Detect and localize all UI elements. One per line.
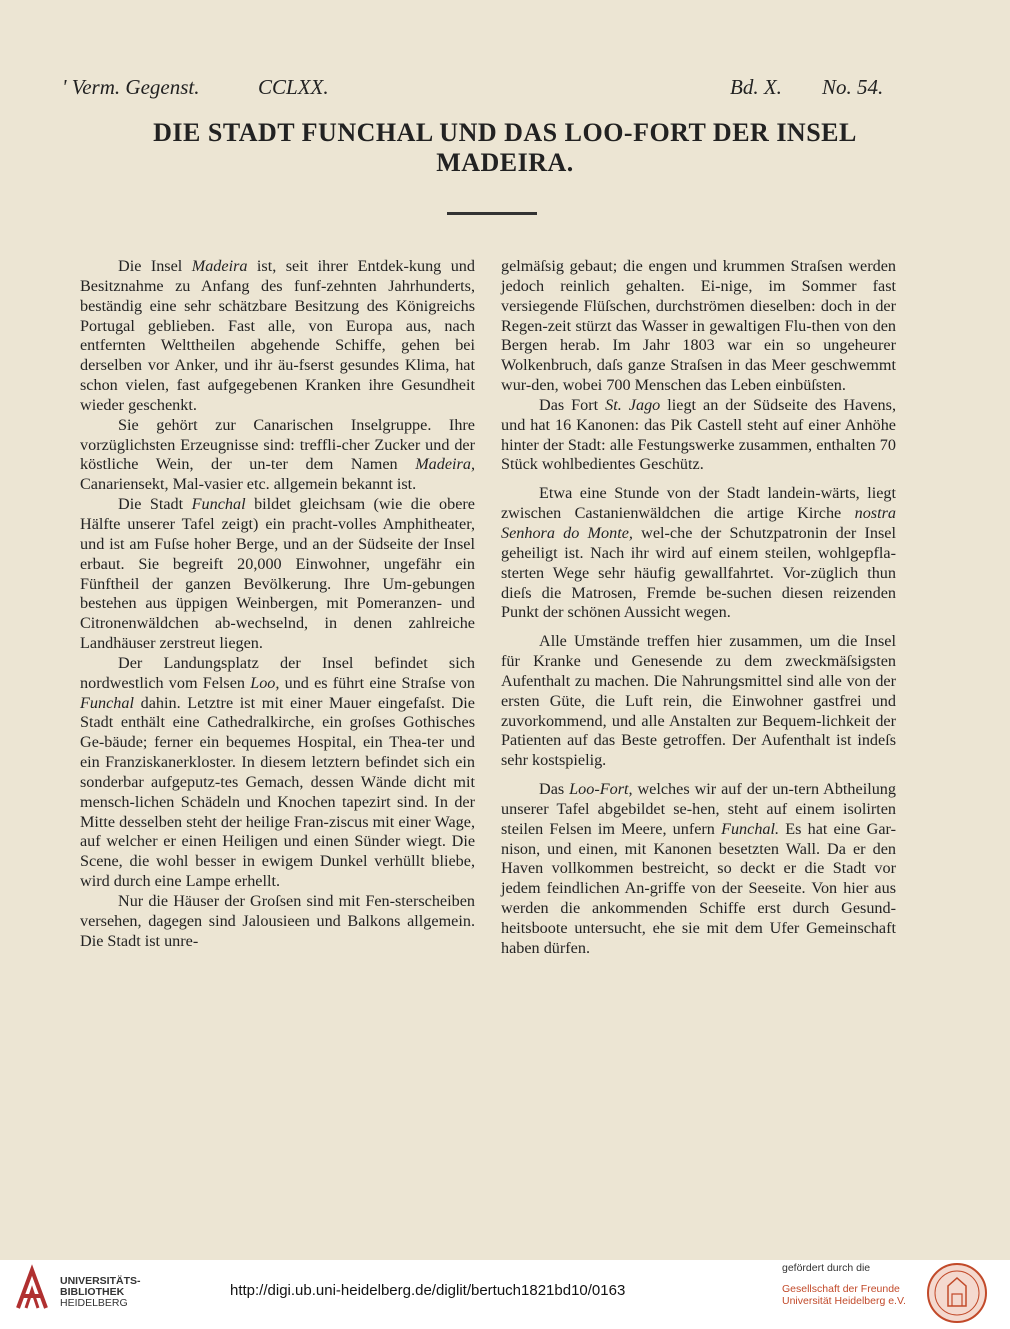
- library-name: [60, 1276, 141, 1309]
- paragraph: gelmäſsig gebaut; die engen und krummen Straſsen werden jedoch reinlich gehalten. Ei-nige, im Sommer fast versiegende Flüſschen, durchströmen dieselben: doch in der Regen-zeit stürzt das Wasser in gewaltigen Flu-then von den Bergen herab. Im Jahr 1803 war ein so ungeheurer Wolkenbruch, daſs ganze Straſsen in das Meer geschwemmt wur-den, wobei 700 Menschen das Leben einbüſsten.: [501, 257, 896, 395]
- paragraph: Die Insel Madeira ist, seit ihrer Entdek-kung und Besitznahme zu Anfang des funf-zehnten Jahrhunderts, beständig eine sehr schätzbare Besitzung des Königreichs Portugal geblieben. Fast alle, von Europa aus, nach entfernten Welttheilen abgehende Schiffe, gehen bei derselben vor Anker, und ihr äu-fserst gesundes Klima, hat schon vielen, fast aufgegebenen Kranken ihre Gesundheit wieder geschenkt.: [80, 257, 475, 414]
- paragraph: Alle Umstände treffen hier zusammen, um die Insel für Kranke und Genesende zu dem zweckmäſsigsten Aufenthalt zu machen. Die Nahrungsmittel sind alle von der ersten Güte, die Luft rein, die Einwohner gastfrei und zuvorkommend, und alle Anstalten zur Bequem-lichkeit der Patienten auf das Beste getroffen. Der Aufenthalt ist indeſs sehr kostspielig.: [501, 632, 896, 770]
- paragraph: Das Loo-Fort, welches wir auf der un-tern Abtheilung unserer Tafel abgebildet se-hen, steht auf einem isolirten steilen Felsen im Meere, unfern Funchal. Es hat eine Gar-nison, und einen, mit Kanonen besetzten Wall. Da er den Haven vollkommen bestreicht, so deckt er die Stadt vor jedem feindlichen An-griffe von der Seeseite. Von hier aus werden die ankommenden Schiffe erst durch Gesund-heitsboote untersucht, ehe sie mit dem Ufer Gemeinschaft haben dürfen.: [501, 780, 896, 957]
- paragraph: Die Stadt Funchal bildet gleichsam (wie die obere Hälfte unserer Tafel zeigt) ein pracht-volles Amphitheater, und ist am Fuſse hoher Berge, und an der Südseite der Insel erbaut. Sie begreift 20,000 Einwohner, ungefähr ein Fünftheil der ganzen Bevölkerung. Ihre Um-gebungen bestehen aus üppigen Weinbergen, mit Pomeranzen- und Citronenwäldchen ab-wechselnd, in denen zahlreiche Landhäuser zerstreut liegen.: [80, 495, 475, 653]
- right-column: [501, 257, 896, 959]
- header-number: CCLXX.: [258, 75, 329, 99]
- library-line-2: BIBLIOTHEK: [60, 1286, 125, 1298]
- paragraph: Etwa eine Stunde von der Stadt landein-wärts, liegt zwischen Castanienwäldchen die artige Kirche nostra Senhora do Monte, wel-che der Schutzpatronin der Insel geheiligt ist. Nach ihr wird auf einem steilen, wohlgepfla-sterten Wege sehr häufig gewallfahrtet. Vor-züglich thun dieſs die Matrosen, Fremde be-suchen diesen reizenden Punkt der schönen Aussicht wegen.: [501, 484, 896, 622]
- title-line-1: DIE STADT FUNCHAL UND DAS LOO-FORT DER INSEL: [153, 118, 857, 147]
- paragraph: Der Landungsplatz der Insel befindet sich nordwestlich vom Felsen Loo, und es führt eine Straſse von Funchal dahin. Letztre ist mit einer Mauer eingefaſst. Die Stadt enthält eine Cathedralkirche, ein groſses Gothisches Ge-bäude; ferner ein bequemes Hospital, ein Thea-ter und ein Franziskanerkloster. In diesem letztern befindet sich ein sonderbar aufgeputz-tes Gemach, dessen Wände dicht mit mensch-lichen Schädeln und Knochen tapezirt sind. In der Mitte desselben steht der heilige Fran-ziscus mit einer Wage, auf welcher er einen Heiligen und einen Sünder wiegt. Die Scene, die wohl besser in ewigem Dunkel verhüllt bliebe, wird durch eine Lampe erhellt.: [80, 653, 475, 891]
- library-logo-icon: [12, 1264, 52, 1314]
- library-city: HEIDELBERG: [60, 1297, 128, 1309]
- society-name: [782, 1283, 906, 1307]
- society-line-1: Gesellschaft der Freunde: [782, 1283, 900, 1295]
- society-line-2: Universität Heidelberg e.V.: [782, 1295, 906, 1307]
- funded-by-label: gefördert durch die: [782, 1262, 871, 1274]
- title-rule: [447, 212, 537, 215]
- paragraph: Nur die Häuser der Groſsen sind mit Fen-sterscheiben versehen, dagegen sind Jalousieen und Balkons allgemein. Die Stadt ist unre-: [80, 892, 475, 950]
- title-line-2: MADEIRA.: [436, 148, 574, 177]
- university-seal-icon: [926, 1262, 988, 1324]
- library-line-1: UNIVERSITÄTS-: [60, 1275, 141, 1287]
- header-issue: No. 54.: [822, 75, 884, 99]
- article-title: [70, 118, 940, 178]
- permalink-url[interactable]: http://digi.ub.uni-heidelberg.de/diglit/bertuch1821bd10/0163: [230, 1282, 626, 1299]
- header-volume: Bd. X.: [730, 75, 782, 99]
- paragraph: Sie gehört zur Canarischen Inselgruppe. Ihre vorzüglichsten Erzeugnisse sind: treffli-cher Zucker und der köstliche Wein, der un-ter dem Namen Madeira, Canariensekt, Mal-vasier etc. allgemein bekannt ist.: [80, 415, 475, 494]
- header-section: ' Verm. Gegenst.: [62, 75, 200, 99]
- left-column: [80, 257, 475, 952]
- running-header: [62, 75, 928, 105]
- paragraph: Das Fort St. Jago liegt an der Südseite des Havens, und hat 16 Kanonen: das Pik Castell steht auf einer Anhöhe hinter der Stadt: alle Festungswerke zusammen, enthalten 70 Stück wohlbedientes Geschütz.: [501, 395, 896, 474]
